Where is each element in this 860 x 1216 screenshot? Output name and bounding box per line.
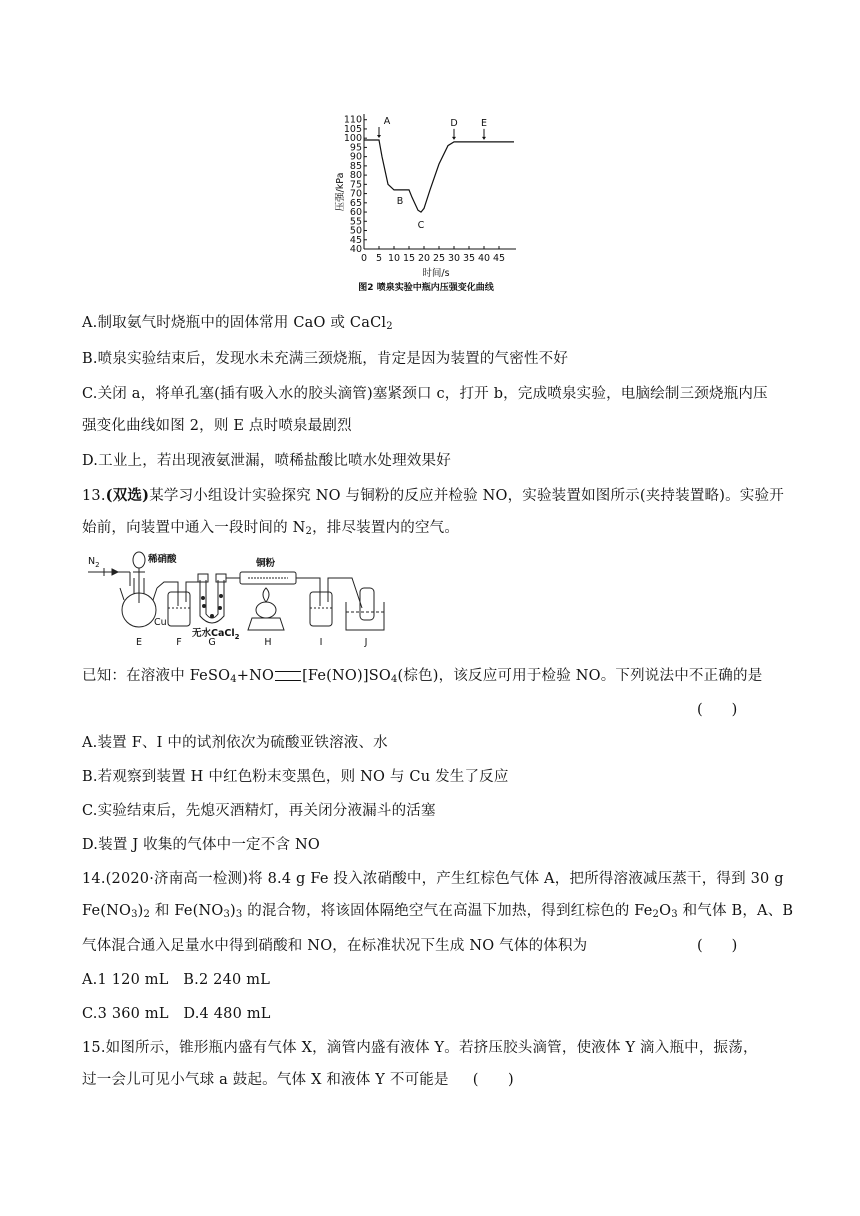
chart-x-tick-label: 5 xyxy=(375,253,383,264)
chart-y-tick-label: 95 xyxy=(349,142,362,154)
chart-y-tick-label: 100 xyxy=(343,133,362,145)
q15-stem-line1: 15.如图所示，锥形瓶内盛有气体 X，滴管内盛有液体 Y。若挤压胶头滴管，使液体 Y 滴入瓶中，振荡， xyxy=(82,1040,758,1056)
chart-annotation-label: D xyxy=(450,117,458,129)
q12-option-b: B.喷泉实验结束后，发现水未充满三颈烧瓶，肯定是因为装置的气密性不好 xyxy=(82,351,569,367)
chart-y-tick-label: 60 xyxy=(349,207,362,219)
chart-annotation-label: B xyxy=(396,195,404,207)
chart-y-tick-label: 105 xyxy=(343,123,362,135)
chart-y-tick-label: 70 xyxy=(349,188,362,200)
q12-option-c-line2: 强变化曲线如图 2，则 E 点时喷泉最剧烈 xyxy=(82,418,352,434)
chart-annotation-arrowhead xyxy=(377,135,381,138)
apparatus-cacl2-label: 无水CaCl$_2$ xyxy=(192,628,240,641)
apparatus-cu-label: Cu xyxy=(154,617,167,628)
chart-x-tick-label: 25 xyxy=(432,253,446,264)
chart-x-tick-label: 20 xyxy=(417,253,431,264)
apparatus-label-g: G xyxy=(208,637,216,648)
q13-option-a: A.装置 F、I 中的试剂依次为硫酸亚铁溶液、水 xyxy=(82,735,388,751)
chart-x-tick-label: 35 xyxy=(462,253,476,264)
q13-stem-line1: 13.(双选)某学习小组设计实验探究 NO 与铜粉的反应并检验 NO，实验装置如图所示(夹持装置略)。实验开 xyxy=(82,487,784,504)
q13-option-c: C.实验结束后，先熄灭酒精灯，再关闭分液漏斗的活塞 xyxy=(82,803,436,819)
q13-known: 已知：在溶液中 FeSO$_4$+NO $[Fe(NO)]SO_4$(棕色)，该反应可用于检验 NO。下列说法中不正确的是 xyxy=(82,668,763,685)
q12-option-a: A.制取氨气时烧瓶中的固体常用 CaO 或 CaCl$_2$ xyxy=(82,315,393,332)
q12-option-c-line1: C.关闭 a，将单孔塞(插有吸入水的胶头滴管)塞紧颈口 c，打开 b，完成喷泉实验，电脑绘制三颈烧瓶内压 xyxy=(82,386,768,402)
chart-y-tick-label: 75 xyxy=(349,179,362,191)
chart-x-tick-label: 40 xyxy=(477,253,491,264)
q13-tag: (双选) xyxy=(105,487,150,504)
chart-y-tick-label: 80 xyxy=(349,170,362,182)
q14-stem-line3: 气体混合通入足量水中得到硝酸和 NO，在标准状况下生成 NO 气体的体积为 xyxy=(82,938,588,954)
chart-x-tick-label: 10 xyxy=(387,253,401,264)
chart-annotation-label: E xyxy=(480,117,488,129)
apparatus-n2-label: $N_2$ xyxy=(88,556,100,569)
apparatus-diagram xyxy=(84,548,404,648)
chart-x-tick-label: 0 xyxy=(360,253,368,264)
chart-y-tick-label: 65 xyxy=(349,197,362,209)
q13-option-d: D.装置 J 收集的气体中一定不含 NO xyxy=(82,837,320,853)
chart-ylabel: 压强/kPa xyxy=(335,172,346,212)
apparatus-label-j: J xyxy=(364,637,368,648)
equilibrium-arrow-icon xyxy=(275,671,301,681)
q14-stem-line2: $Fe(NO_3)_2$ 和 $Fe(NO_3)_3$ 的混合物，将该固体隔绝空气在高温下加热，得到红棕色的 $Fe_2O_3$ 和气体 B，A、B xyxy=(82,903,794,920)
chart-x-tick-label: 45 xyxy=(492,253,506,264)
chart-y-tick-label: 40 xyxy=(349,244,362,255)
q14-options-cd: C.3 360 mL D.4 480 mL xyxy=(82,1006,271,1022)
chart-annotation-label: A xyxy=(383,116,391,128)
q15-answer-paren: ( ) xyxy=(472,1072,514,1088)
q13-option-b: B.若观察到装置 H 中红色粉末变黑色，则 NO 与 Cu 发生了反应 xyxy=(82,769,509,785)
q14-answer-paren: ( ) xyxy=(697,938,738,954)
q15-stem-line2: 过一会儿可见小气球 a 鼓起。气体 X 和液体 Y 不可能是 ( ) xyxy=(82,1072,514,1088)
q13-answer-paren: ( ) xyxy=(697,702,738,718)
apparatus-label-i: I xyxy=(319,637,323,648)
apparatus-acid-label: 稀硝酸 xyxy=(148,554,177,565)
chart-y-tick-label: 50 xyxy=(349,225,362,237)
apparatus-label-e: E xyxy=(135,637,143,648)
q14-stem-line1: 14.(2020·济南高一检测)将 8.4 g Fe 投入浓硝酸中，产生红棕色气体 A，把所得溶液减压蒸干，得到 30 g xyxy=(82,871,784,887)
chart-y-tick-label: 85 xyxy=(349,160,362,172)
chart-y-tick-label: 110 xyxy=(343,114,362,126)
q14-options-ab: A.1 120 mL B.2 240 mL xyxy=(82,972,271,988)
chart-caption: 图2 喷泉实验中瓶内压强变化曲线 xyxy=(358,283,494,293)
chart-x-tick-label: 15 xyxy=(402,253,416,264)
chart-annotation-label: C xyxy=(417,220,425,232)
apparatus-label-f: F xyxy=(176,637,182,648)
chart-series-line xyxy=(364,140,514,212)
apparatus-powder-label: 铜粉 xyxy=(256,558,276,569)
chart-annotation-arrowhead xyxy=(452,137,456,140)
pressure-chart xyxy=(330,112,540,297)
chart-y-tick-label: 90 xyxy=(349,151,362,163)
q12-option-d: D.工业上，若出现液氨泄漏，喷稀盐酸比喷水处理效果好 xyxy=(82,453,451,469)
chart-xlabel: 时间/s xyxy=(422,268,450,279)
apparatus-label-h: H xyxy=(264,637,272,648)
chart-annotation-arrowhead xyxy=(482,137,486,140)
chart-y-tick-label: 45 xyxy=(349,234,362,246)
chart-y-tick-label: 55 xyxy=(349,216,362,228)
chart-x-tick-label: 30 xyxy=(447,253,461,264)
q13-stem-line2: 始前，向装置中通入一段时间的 $N_2$，排尽装置内的空气。 xyxy=(82,520,460,537)
